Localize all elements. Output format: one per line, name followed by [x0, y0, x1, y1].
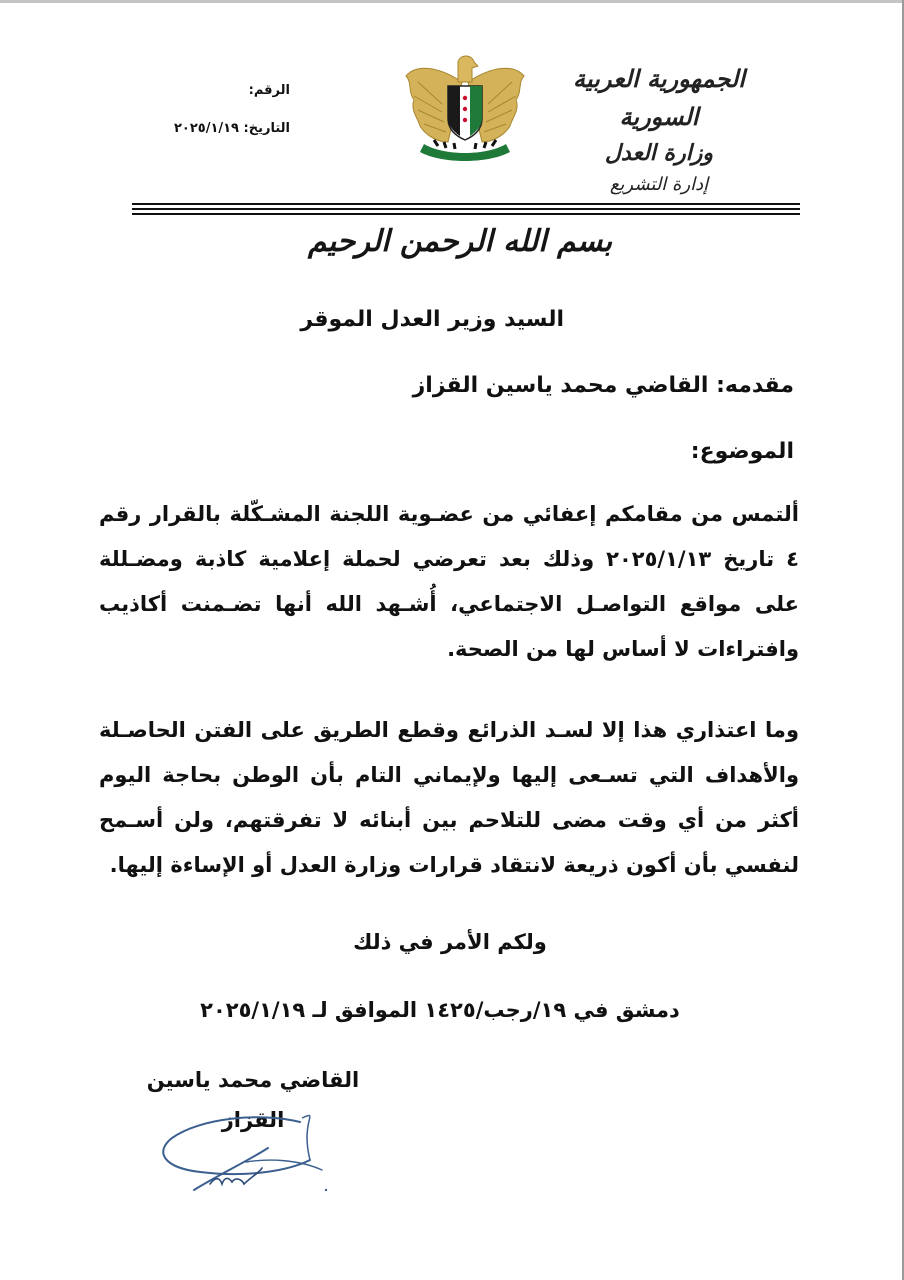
divider-line — [132, 203, 800, 205]
reference-date-label: التاريخ: — [243, 121, 290, 136]
signatory-name: القاضي محمد ياسين القزاز — [146, 1068, 360, 1132]
letterhead-department: إدارة التشريع — [609, 174, 709, 195]
syrian-eagle-emblem-icon — [398, 52, 532, 164]
header-divider — [132, 203, 800, 218]
letterhead — [564, 60, 754, 200]
divider-line — [132, 213, 800, 215]
letterhead-ministry: وزارة العدل — [604, 140, 714, 166]
body-paragraph-1: ألتمس من مقامكم إعفائي من عضـوية اللجنة المشـكّلة بالقرار رقم ٤ تاريخ ٢٠٢٥/١/١٣ وذلك بعد تعرضي لحملة إعلامية كاذبة ومضـللة على مواقع التواصـل الاجتماعي، أُشـهد الله أنها تضـمنت أكاذيب وافتراءات لا أساس لها من الصحة. — [99, 502, 799, 661]
handwritten-signature — [150, 1100, 380, 1200]
reference-number-label: الرقم: — [248, 83, 290, 98]
closing-line: ولكم الأمر في ذلك — [353, 930, 547, 954]
page-top-edge — [0, 0, 904, 3]
subject-label: الموضوع: — [690, 439, 794, 464]
body-paragraph-2: وما اعتذاري هذا إلا لسـد الذرائع وقطع الطريق على الفتن الحاصـلة والأهداف التي تسـعى إليها ولإيماني التام بأن الوطن بحاجة اليوم أكثر من أي وقت مضى للتلاحم بين أبنائه لا تفرقتهم، ولن أسـمح لنفسي بأن أكون ذريعة لانتقاد قرارات وزارة العدل أو الإساءة إليها. — [99, 718, 799, 877]
letterhead-country: الجمهورية العربية السورية — [573, 64, 745, 131]
reference-number-row — [150, 82, 290, 100]
reference-date-value: ٢٠٢٥/١/١٩ — [173, 121, 239, 136]
dateline: دمشق في ١٩/رجب/١٤٢٥ الموافق لـ ٢٠٢٥/١/١٩ — [200, 998, 680, 1022]
basmala: بسم الله الرحمن الرحيم — [307, 224, 613, 259]
reference-date-row — [150, 120, 290, 138]
emblem-ribbon — [420, 144, 510, 161]
divider-line — [132, 208, 800, 210]
recipient: السيد وزير العدل الموقر — [300, 307, 564, 332]
reference-block — [150, 82, 290, 138]
submitter: مقدمه: القاضي محمد ياسين القزاز — [412, 373, 794, 398]
